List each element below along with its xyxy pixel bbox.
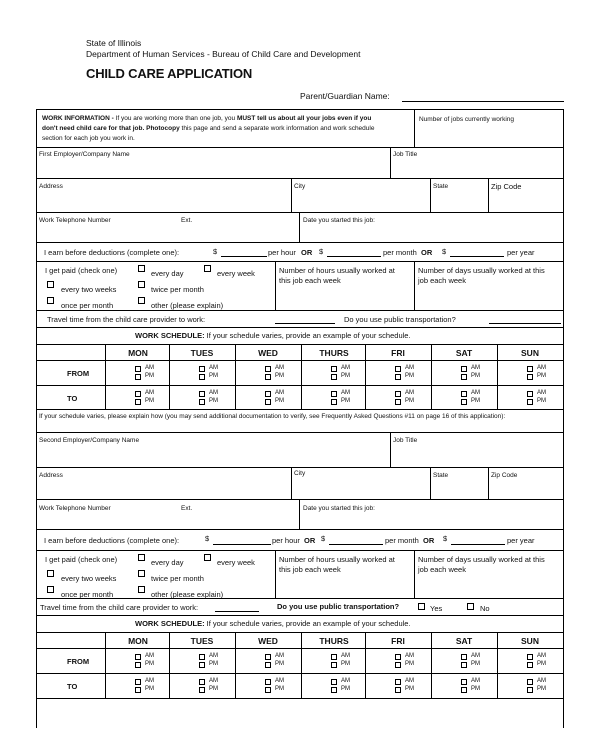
days-per-week-label[interactable]: Number of days usually worked at this job each week: [418, 266, 545, 285]
day-header-sat: SAT: [455, 636, 473, 646]
from-fri-pm-checkbox[interactable]: [395, 662, 401, 668]
pm-label: PM: [471, 686, 480, 692]
day-header-tues: TUES: [190, 636, 214, 646]
pm-label: PM: [405, 398, 414, 404]
zip-label-2[interactable]: Zip Code: [491, 472, 518, 479]
from-thurs-am-checkbox[interactable]: [331, 366, 337, 372]
to-mon-am-checkbox[interactable]: [135, 679, 141, 685]
day-header-fri: FRI: [391, 636, 405, 646]
pm-label: PM: [145, 686, 154, 692]
am-label: AM: [209, 390, 218, 396]
to-tues-pm-checkbox[interactable]: [199, 399, 205, 405]
am-label: AM: [471, 365, 480, 371]
day-header-wed: WED: [258, 348, 278, 358]
am-label: AM: [405, 365, 414, 371]
schedule-from-row: [37, 361, 563, 386]
zip-label[interactable]: Zip Code: [491, 182, 522, 191]
city-label-2[interactable]: City: [294, 470, 306, 477]
pm-label: PM: [145, 373, 154, 379]
ext-label[interactable]: Ext.: [181, 217, 193, 224]
travel-row-2: Travel time from the child care provider to work: Do you use public transportation? Yes No: [37, 599, 563, 616]
from-sun-am-checkbox[interactable]: [527, 366, 533, 372]
work-phone-label-2[interactable]: Work Telephone Number: [39, 505, 111, 512]
address-label[interactable]: Address: [39, 183, 63, 190]
pm-label: PM: [537, 686, 546, 692]
to-thurs-am-checkbox[interactable]: [331, 679, 337, 685]
every-day-checkbox-2[interactable]: [138, 554, 145, 561]
every-two-weeks-checkbox-2[interactable]: [47, 570, 54, 577]
to-thurs-pm-checkbox[interactable]: [331, 399, 337, 405]
address-label-2[interactable]: Address: [39, 472, 63, 479]
day-header-sun: SUN: [521, 348, 539, 358]
from-wed-pm-checkbox[interactable]: [265, 662, 271, 668]
pm-label: PM: [405, 373, 414, 379]
pm-label: PM: [405, 686, 414, 692]
pm-label: PM: [537, 398, 546, 404]
am-label: AM: [275, 678, 284, 684]
day-header-thurs: THURS: [319, 348, 349, 358]
schedule-label-row-2: [37, 616, 563, 633]
from-thurs-pm-checkbox[interactable]: [331, 374, 337, 380]
earn-row: I earn before deductions (complete one): $ per hour OR $ per month OR $ per year: [37, 243, 563, 262]
am-label: AM: [537, 390, 546, 396]
from-sat-am-checkbox[interactable]: [461, 654, 467, 660]
am-label: AM: [209, 678, 218, 684]
from-mon-pm-checkbox[interactable]: [135, 662, 141, 668]
to-thurs-am-checkbox[interactable]: [331, 391, 337, 397]
pm-label: PM: [537, 661, 546, 667]
to-sat-am-checkbox[interactable]: [461, 391, 467, 397]
date-started-label[interactable]: Date you started this job:: [303, 217, 375, 224]
employer-label[interactable]: First Employer/Company Name: [39, 151, 130, 158]
pm-label: PM: [341, 686, 350, 692]
yes-checkbox[interactable]: [418, 603, 425, 610]
public-transport-label: Do you use public transportation?: [344, 315, 456, 324]
pm-label: PM: [145, 661, 154, 667]
every-two-weeks-checkbox[interactable]: [47, 281, 54, 288]
once-per-month-checkbox[interactable]: [47, 297, 54, 304]
job-title-label-2[interactable]: Job Title: [393, 437, 418, 444]
to-fri-am-checkbox[interactable]: [395, 679, 401, 685]
pm-label: PM: [275, 373, 284, 379]
am-label: AM: [145, 390, 154, 396]
jobs-count-label[interactable]: Number of jobs currently working: [419, 116, 515, 123]
from-wed-pm-checkbox[interactable]: [265, 374, 271, 380]
public-transport-field[interactable]: [489, 323, 561, 324]
from-mon-am-checkbox[interactable]: [135, 654, 141, 660]
to-label: TO: [67, 394, 78, 403]
every-day-checkbox[interactable]: [138, 265, 145, 272]
to-mon-pm-checkbox[interactable]: [135, 399, 141, 405]
am-label: AM: [145, 678, 154, 684]
date-started-label-2[interactable]: Date you started this job:: [303, 505, 375, 512]
to-label: TO: [67, 682, 78, 691]
travel-row: [37, 311, 563, 328]
to-wed-pm-checkbox[interactable]: [265, 399, 271, 405]
job-title-label[interactable]: Job Title: [393, 151, 418, 158]
to-sun-am-checkbox[interactable]: [527, 391, 533, 397]
work-schedule-label: WORK SCHEDULE: If your schedule varies, provide an example of your schedule.: [135, 331, 411, 340]
am-label: AM: [145, 653, 154, 659]
am-label: AM: [275, 365, 284, 371]
am-label: AM: [341, 678, 350, 684]
am-label: AM: [471, 678, 480, 684]
from-wed-am-checkbox[interactable]: [265, 366, 271, 372]
day-header-wed: WED: [258, 636, 278, 646]
to-fri-pm-checkbox[interactable]: [395, 399, 401, 405]
application-form: [36, 109, 564, 728]
public-transport-label-2: Do you use public transportation?: [277, 602, 400, 611]
day-header-sat: SAT: [455, 348, 473, 358]
pm-label: PM: [145, 398, 154, 404]
paid-row-2: I get paid (check one) every day every week every two weeks twice per month once per month other (please explain) Number of hours usually worked at this job each week Number of days usually worked at this job each week: [37, 551, 563, 599]
pm-label: PM: [405, 661, 414, 667]
hours-per-week-label[interactable]: Number of hours usually worked at this job each week: [279, 266, 395, 285]
from-sun-pm-checkbox[interactable]: [527, 374, 533, 380]
from-sat-am-checkbox[interactable]: [461, 366, 467, 372]
from-label: FROM: [67, 369, 90, 378]
per-year-field[interactable]: [450, 256, 504, 257]
state-name: State of Illinois: [86, 38, 142, 48]
work-phone-label[interactable]: Work Telephone Number: [39, 217, 111, 224]
per-hour-field[interactable]: [221, 256, 267, 257]
get-paid-label: I get paid (check one): [45, 266, 118, 275]
from-tues-pm-checkbox[interactable]: [199, 662, 205, 668]
from-fri-pm-checkbox[interactable]: [395, 374, 401, 380]
am-label: AM: [209, 653, 218, 659]
parent-guardian-label: Parent/Guardian Name:: [300, 91, 390, 101]
am-label: AM: [275, 390, 284, 396]
schedule-days-row-2: [37, 633, 563, 649]
parent-guardian-field[interactable]: [402, 101, 564, 102]
to-fri-am-checkbox[interactable]: [395, 391, 401, 397]
from-thurs-pm-checkbox[interactable]: [331, 662, 337, 668]
earn-label-2: I earn before deductions (complete one):: [44, 536, 180, 545]
varies-row: [37, 410, 563, 433]
to-sun-pm-checkbox[interactable]: [527, 399, 533, 405]
per-year-field-2[interactable]: [451, 544, 505, 545]
other-checkbox[interactable]: [138, 297, 145, 304]
earn-label: I earn before deductions (complete one):: [44, 248, 180, 257]
twice-per-month-checkbox-2[interactable]: [138, 570, 145, 577]
am-label: AM: [405, 653, 414, 659]
work-info-row: [37, 110, 563, 148]
from-sat-pm-checkbox[interactable]: [461, 374, 467, 380]
per-month-field-2[interactable]: [329, 544, 383, 545]
am-label: AM: [537, 678, 546, 684]
to-fri-pm-checkbox[interactable]: [395, 687, 401, 693]
pm-label: PM: [341, 373, 350, 379]
from-sun-pm-checkbox[interactable]: [527, 662, 533, 668]
to-tues-am-checkbox[interactable]: [199, 391, 205, 397]
am-label: AM: [341, 653, 350, 659]
to-sun-pm-checkbox[interactable]: [527, 687, 533, 693]
am-label: AM: [537, 653, 546, 659]
state-label[interactable]: State: [433, 183, 449, 190]
varies-note[interactable]: If your schedule varies, please explain how (you may send additional documentation to verify, see Frequently Asked Questions #11 on page 16 of this application):: [39, 413, 506, 420]
travel-field[interactable]: [275, 323, 335, 324]
day-header-mon: MON: [128, 348, 148, 358]
phone-row-2: [37, 500, 563, 530]
from-fri-am-checkbox[interactable]: [395, 654, 401, 660]
phone-row: [37, 213, 563, 243]
address-row-2: [37, 468, 563, 500]
am-label: AM: [471, 390, 480, 396]
am-label: AM: [405, 678, 414, 684]
schedule-to-row: [37, 386, 563, 410]
day-header-thurs: THURS: [319, 636, 349, 646]
am-label: AM: [145, 365, 154, 371]
from-sat-pm-checkbox[interactable]: [461, 662, 467, 668]
schedule-label-row: [37, 328, 563, 345]
pm-label: PM: [471, 373, 480, 379]
department-name: Department of Human Services - Bureau of Child Care and Development: [86, 49, 361, 59]
to-sat-pm-checkbox[interactable]: [461, 687, 467, 693]
from-label: FROM: [67, 657, 90, 666]
pm-label: PM: [341, 661, 350, 667]
pm-label: PM: [471, 661, 480, 667]
to-wed-pm-checkbox[interactable]: [265, 687, 271, 693]
am-label: AM: [209, 365, 218, 371]
travel-label: Travel time from the child care provider to work:: [47, 315, 206, 324]
paid-row: I get paid (check one) every day every week every two weeks twice per month once per month other (please explain) Number of hours usually worked at this job each week Number of days usually worked at this job each week: [37, 262, 563, 311]
work-schedule-label-2: WORK SCHEDULE: If your schedule varies, provide an example of your schedule.: [135, 619, 411, 628]
from-mon-pm-checkbox[interactable]: [135, 374, 141, 380]
to-sat-am-checkbox[interactable]: [461, 679, 467, 685]
pm-label: PM: [209, 373, 218, 379]
per-hour-field-2[interactable]: [213, 544, 271, 545]
from-mon-am-checkbox[interactable]: [135, 366, 141, 372]
work-info-text: WORK INFORMATION - If you are working more than one job, you MUST tell us about all your jobs even if you don't need child care for that job. Photocopy this page and send a separate work information and work schedule section for each job you work in.: [42, 115, 375, 142]
schedule-from-row-2: [37, 649, 563, 674]
employer-row-2: [37, 433, 563, 468]
day-header-mon: MON: [128, 636, 148, 646]
get-paid-label-2: I get paid (check one): [45, 555, 118, 564]
once-per-month-checkbox-2[interactable]: [47, 586, 54, 593]
to-mon-pm-checkbox[interactable]: [135, 687, 141, 693]
ext-label-2[interactable]: Ext.: [181, 505, 193, 512]
page-title: CHILD CARE APPLICATION: [86, 66, 253, 81]
schedule-days-row: [37, 345, 563, 361]
earn-row-2: I earn before deductions (complete one): $ per hour OR $ per month OR $ per year: [37, 530, 563, 551]
to-sat-pm-checkbox[interactable]: [461, 399, 467, 405]
travel-label-2: Travel time from the child care provider to work:: [40, 603, 199, 612]
to-thurs-pm-checkbox[interactable]: [331, 687, 337, 693]
pm-label: PM: [275, 686, 284, 692]
city-label[interactable]: City: [294, 183, 306, 190]
no-checkbox[interactable]: [467, 603, 474, 610]
employer-row: [37, 148, 563, 179]
pm-label: PM: [209, 398, 218, 404]
hours-per-week-label-2[interactable]: Number of hours usually worked at this job each week: [279, 555, 395, 574]
from-tues-am-checkbox[interactable]: [199, 654, 205, 660]
am-label: AM: [275, 653, 284, 659]
day-header-sun: SUN: [521, 636, 539, 646]
state-label-2[interactable]: State: [433, 472, 449, 479]
from-tues-am-checkbox[interactable]: [199, 366, 205, 372]
from-wed-am-checkbox[interactable]: [265, 654, 271, 660]
am-label: AM: [537, 365, 546, 371]
to-mon-am-checkbox[interactable]: [135, 391, 141, 397]
employer-label-2[interactable]: Second Employer/Company Name: [39, 437, 140, 444]
day-header-fri: FRI: [391, 348, 405, 358]
pm-label: PM: [537, 373, 546, 379]
to-wed-am-checkbox[interactable]: [265, 391, 271, 397]
pm-label: PM: [275, 398, 284, 404]
schedule-to-row-2: [37, 674, 563, 699]
travel-field-2[interactable]: [215, 611, 259, 612]
form-footer-space: [37, 699, 563, 728]
pm-label: PM: [275, 661, 284, 667]
twice-per-month-checkbox[interactable]: [138, 281, 145, 288]
from-tues-pm-checkbox[interactable]: [199, 374, 205, 380]
from-fri-am-checkbox[interactable]: [395, 366, 401, 372]
to-wed-am-checkbox[interactable]: [265, 679, 271, 685]
am-label: AM: [341, 365, 350, 371]
to-tues-am-checkbox[interactable]: [199, 679, 205, 685]
other-checkbox-2[interactable]: [138, 586, 145, 593]
from-sun-am-checkbox[interactable]: [527, 654, 533, 660]
pm-label: PM: [471, 398, 480, 404]
to-tues-pm-checkbox[interactable]: [199, 687, 205, 693]
am-label: AM: [405, 390, 414, 396]
address-row: [37, 179, 563, 213]
pm-label: PM: [209, 661, 218, 667]
every-week-checkbox[interactable]: [204, 265, 211, 272]
am-label: AM: [471, 653, 480, 659]
pm-label: PM: [209, 686, 218, 692]
day-header-tues: TUES: [190, 348, 214, 358]
per-month-field[interactable]: [327, 256, 381, 257]
days-per-week-label-2[interactable]: Number of days usually worked at this job each week: [418, 555, 545, 574]
to-sun-am-checkbox[interactable]: [527, 679, 533, 685]
am-label: AM: [341, 390, 350, 396]
pm-label: PM: [341, 398, 350, 404]
from-thurs-am-checkbox[interactable]: [331, 654, 337, 660]
every-week-checkbox-2[interactable]: [204, 554, 211, 561]
